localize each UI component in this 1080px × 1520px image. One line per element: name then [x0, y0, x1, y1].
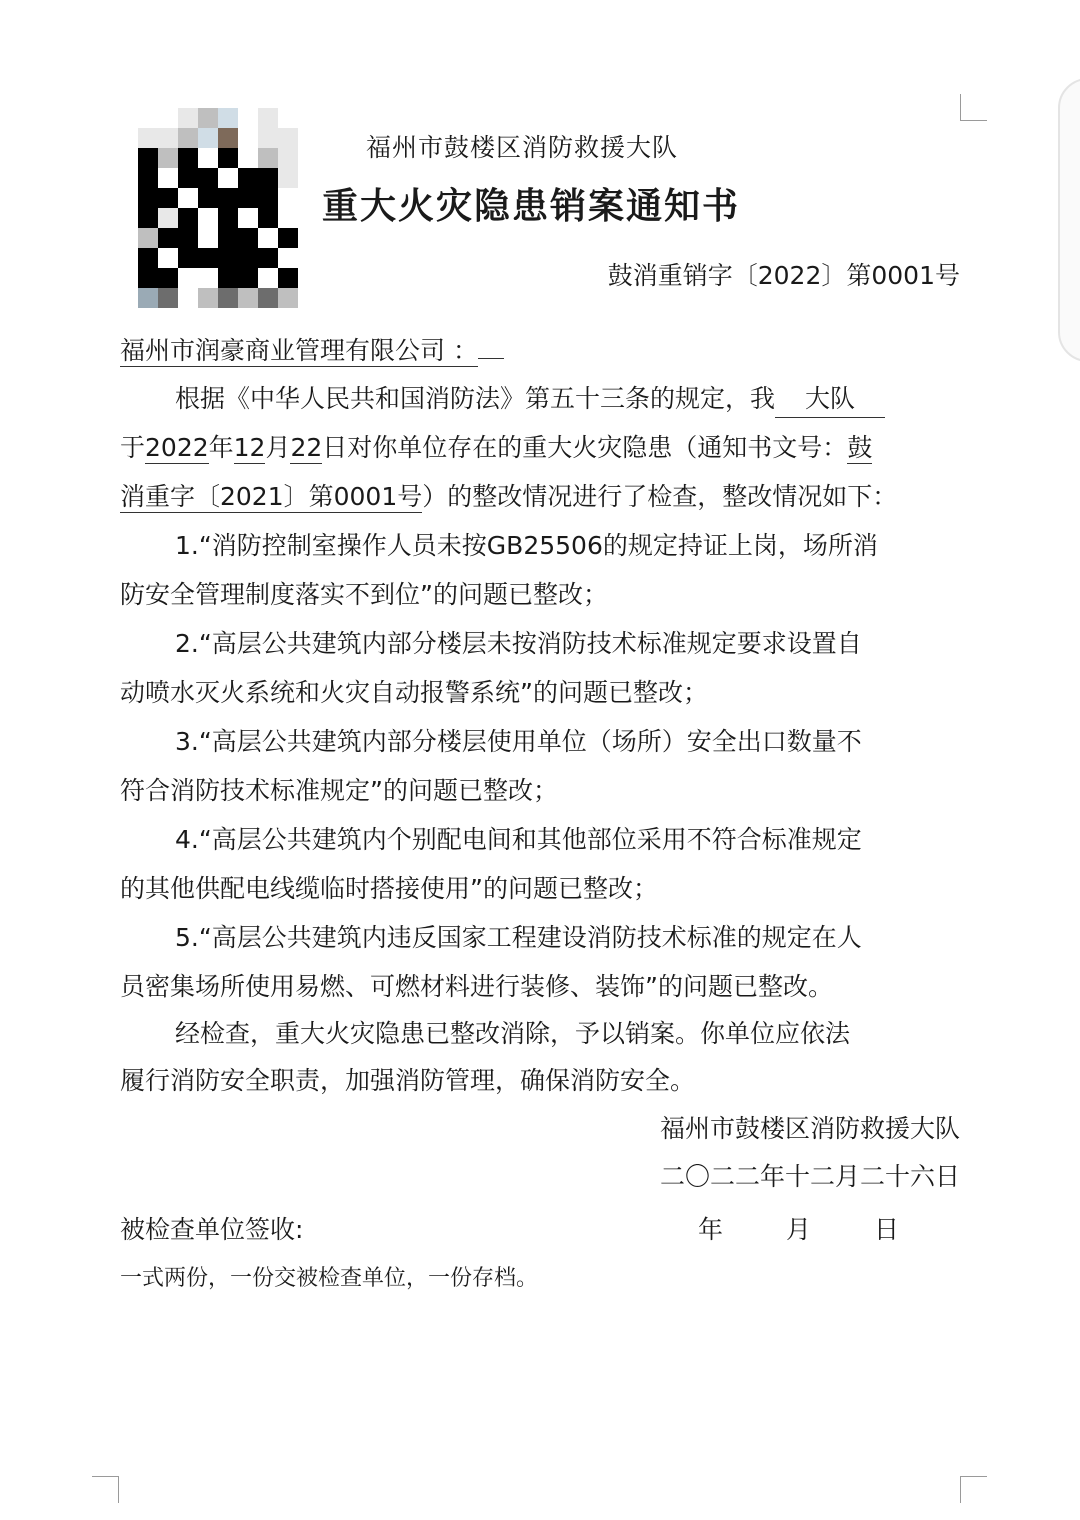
- qr-cell: [218, 128, 238, 148]
- qr-cell: [258, 148, 278, 168]
- day-blank: 22: [290, 433, 323, 462]
- qr-cell: [238, 148, 258, 168]
- qr-cell: [278, 228, 298, 248]
- qr-cell: [138, 168, 158, 188]
- qr-cell: [218, 108, 238, 128]
- qr-cell: [158, 208, 178, 228]
- item-2-line-2: 动喷水灭火系统和火灾自动报警系统”的问题已整改；: [120, 678, 708, 707]
- item-1-line-2: 防安全管理制度落实不到位”的问题已整改；: [120, 580, 608, 609]
- item-3-line-2: 符合消防技术标准规定”的问题已整改；: [120, 776, 558, 805]
- qr-cell: [138, 248, 158, 268]
- crop-mark-top-right: [960, 94, 987, 121]
- qr-cell: [158, 288, 178, 308]
- qr-cell: [178, 288, 198, 308]
- conclusion-line-1: 经检查，重大火灾隐患已整改消除，予以销案。你单位应依法: [175, 1019, 851, 1048]
- item-3-line-1: 3.“高层公共建筑内部分楼层使用单位（场所）安全出口数量不: [175, 727, 862, 756]
- qr-cell: [198, 208, 218, 228]
- qr-cell: [258, 208, 278, 228]
- qr-cell: [138, 128, 158, 148]
- qr-cell: [138, 288, 158, 308]
- qr-cell: [278, 108, 298, 128]
- qr-cell: [178, 108, 198, 128]
- page-title: 重大火灾隐患销案通知书: [322, 186, 741, 227]
- qr-cell: [218, 168, 238, 188]
- body-text: 于: [120, 433, 146, 462]
- qr-cell: [198, 128, 218, 148]
- body-line-3: [120, 480, 897, 514]
- qr-cell: [138, 208, 158, 228]
- qr-cell: [158, 108, 178, 128]
- signature-org: 福州市鼓楼区消防救援大队: [659, 1114, 960, 1143]
- qr-cell: [278, 288, 298, 308]
- qr-cell: [178, 148, 198, 168]
- ref-number-blank: 消重字〔2021〕第0001号: [120, 482, 423, 511]
- qr-cell: [158, 168, 178, 188]
- qr-cell: [218, 228, 238, 248]
- month-blank: 12: [233, 433, 266, 462]
- qr-cell: [158, 148, 178, 168]
- copy-note: 一式两份，一份交被检查单位，一份存档。: [120, 1266, 539, 1291]
- qr-cell: [218, 268, 238, 288]
- document-number: 鼓消重销字〔2022〕第0001号: [607, 261, 960, 290]
- qr-cell: [258, 128, 278, 148]
- qr-cell: [238, 288, 258, 308]
- qr-cell: [238, 168, 258, 188]
- item-2-line-1: 2.“高层公共建筑内部分楼层未按消防技术标准规定要求设置自: [175, 629, 862, 658]
- qr-cell: [278, 248, 298, 268]
- item-5-line-1: 5.“高层公共建筑内违反国家工程建设消防技术标准的规定在人: [175, 923, 862, 952]
- qr-cell: [178, 128, 198, 148]
- qr-cell: [258, 288, 278, 308]
- qr-cell: [238, 208, 258, 228]
- item-4-line-2: 的其他供配电线缆临时搭接使用”的问题已整改；: [120, 874, 658, 903]
- qr-cell: [258, 188, 278, 208]
- qr-cell: [158, 248, 178, 268]
- qr-cell: [138, 148, 158, 168]
- qr-cell: [218, 288, 238, 308]
- qr-cell: [198, 268, 218, 288]
- qr-cell: [238, 188, 258, 208]
- qr-cell: [198, 288, 218, 308]
- qr-cell: [258, 108, 278, 128]
- year-blank: 2022: [145, 433, 209, 462]
- qr-cell: [258, 228, 278, 248]
- qr-cell: [178, 208, 198, 228]
- qr-cell: [138, 108, 158, 128]
- qr-cell: [178, 188, 198, 208]
- qr-cell: [178, 248, 198, 268]
- qr-cell: [218, 188, 238, 208]
- issuing-org: 福州市鼓楼区消防救援大队: [366, 133, 679, 162]
- brigade-blank: 大队: [775, 382, 885, 418]
- qr-cell: [158, 188, 178, 208]
- body-line-1: [175, 382, 885, 416]
- qr-cell: [198, 108, 218, 128]
- qr-cell: [198, 168, 218, 188]
- qr-cell: [258, 168, 278, 188]
- qr-cell: [138, 188, 158, 208]
- body-line-2: [120, 431, 872, 465]
- qr-cell: [278, 188, 298, 208]
- qr-cell: [178, 228, 198, 248]
- qr-cell: [198, 248, 218, 268]
- scrollbar-rail[interactable]: [1058, 78, 1080, 362]
- qr-cell: [198, 148, 218, 168]
- qr-cell: [138, 268, 158, 288]
- qr-cell: [238, 248, 258, 268]
- addressee-name: 福州市润豪商业管理有限公司 ：: [120, 336, 478, 365]
- qr-cell: [278, 128, 298, 148]
- body-text: 日对你单位存在的重大火灾隐患（通知书文号：: [322, 433, 848, 462]
- qr-cell: [238, 108, 258, 128]
- body-text: ）的整改情况进行了检查，整改情况如下：: [422, 482, 898, 511]
- qr-cell: [198, 188, 218, 208]
- qr-cell: [138, 228, 158, 248]
- receipt-month: 月: [786, 1215, 812, 1244]
- crop-mark-bottom-left: [92, 1476, 119, 1503]
- qr-code: [138, 108, 300, 306]
- receipt-day: 日: [874, 1215, 900, 1244]
- item-4-line-1: 4.“高层公共建筑内个别配电间和其他部位采用不符合标准规定: [175, 825, 862, 854]
- conclusion-line-2: 履行消防安全职责，加强消防管理，确保消防安全。: [120, 1066, 696, 1095]
- receipt-label: 被检查单位签收:: [120, 1215, 304, 1244]
- qr-cell: [158, 268, 178, 288]
- qr-cell: [158, 128, 178, 148]
- receipt-year: 年: [698, 1215, 724, 1244]
- body-text: 月: [265, 433, 291, 462]
- item-1-line-1: 1.“消防控制室操作人员未按GB25506的规定持证上岗，场所消: [175, 531, 878, 560]
- addressee: [120, 334, 504, 368]
- qr-cell: [258, 268, 278, 288]
- qr-cell: [278, 168, 298, 188]
- qr-cell: [178, 168, 198, 188]
- qr-cell: [218, 208, 238, 228]
- qr-cell: [238, 268, 258, 288]
- qr-cell: [278, 268, 298, 288]
- item-5-line-2: 员密集场所使用易燃、可燃材料进行装修、装饰”的问题已整改。: [120, 972, 833, 1001]
- ref-number-blank: 鼓: [847, 433, 873, 462]
- qr-cell: [198, 228, 218, 248]
- signature-date: 二〇二二年十二月二十六日: [659, 1162, 960, 1191]
- qr-cell: [278, 208, 298, 228]
- qr-cell: [178, 268, 198, 288]
- qr-cell: [218, 148, 238, 168]
- qr-cell: [158, 228, 178, 248]
- crop-mark-bottom-right: [960, 1476, 987, 1503]
- qr-cell: [278, 148, 298, 168]
- body-text: 年: [208, 433, 234, 462]
- qr-cell: [238, 128, 258, 148]
- body-text: 根据《中华人民共和国消防法》第五十三条的规定，我: [175, 384, 776, 413]
- qr-cell: [238, 228, 258, 248]
- qr-cell: [258, 248, 278, 268]
- qr-cell: [218, 248, 238, 268]
